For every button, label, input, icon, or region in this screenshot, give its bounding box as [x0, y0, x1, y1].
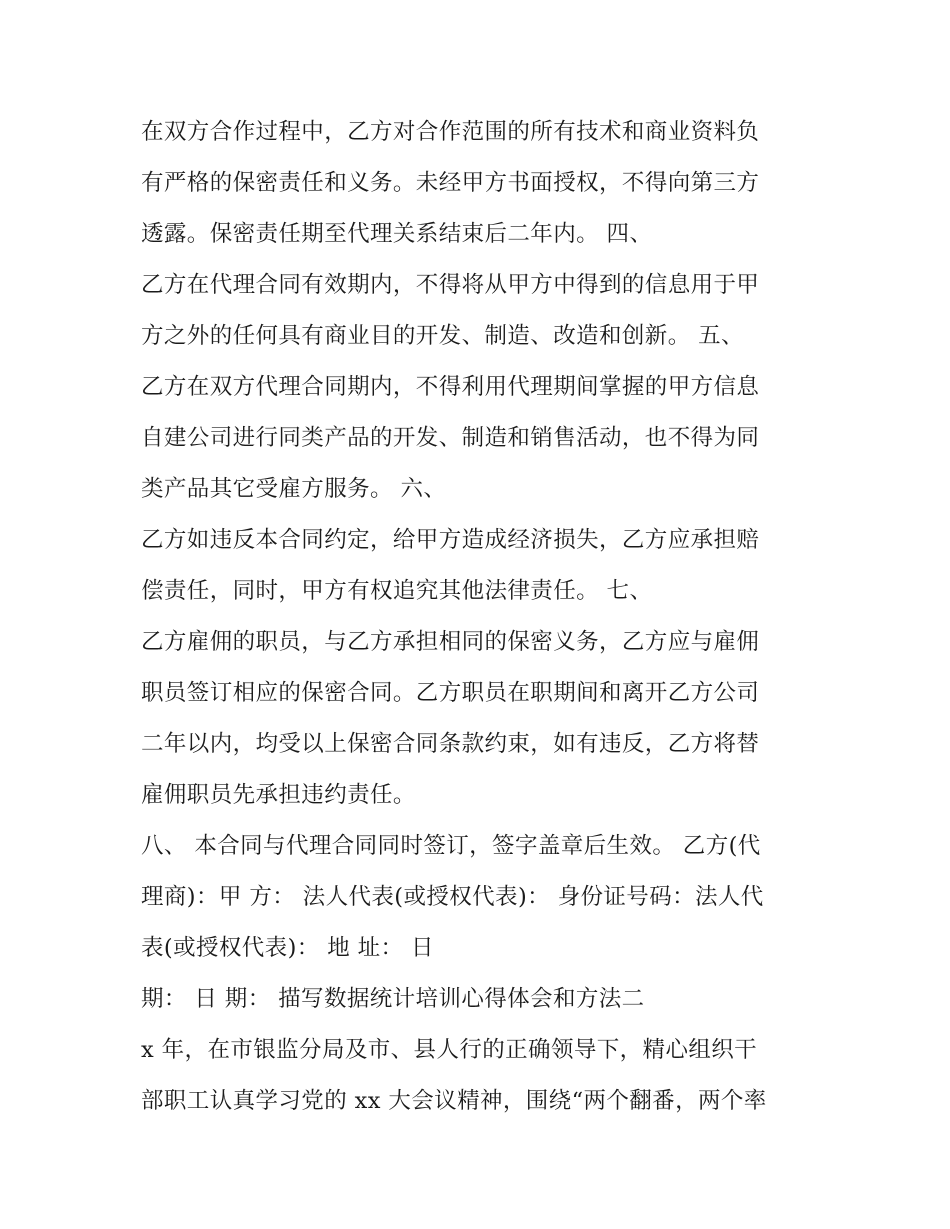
text-line: 部职工认真学习党的 xx 大会议精神，围绕“两个翻番，两个率 [141, 1088, 767, 1114]
text-line: 表(或授权代表)： 地 址： 日 [141, 935, 434, 961]
text-line: 偿责任，同时，甲方有权追究其他法律责任。 七、 [141, 578, 653, 604]
text-line: 八、 本合同与代理合同同时签订，签字盖章后生效。 乙方(代 [141, 833, 761, 859]
text-line: 自建公司进行同类产品的开发、制造和销售活动，也不得为同 [141, 425, 760, 451]
text-line: x 年，在市银监分局及市、县人行的正确领导下，精心组织干 [141, 1037, 758, 1063]
text-line: 方之外的任何具有商业目的开发、制造、改造和创新。 五、 [141, 323, 744, 349]
text-line: 期： 日 期： 描写数据统计培训心得体会和方法二 [141, 986, 645, 1012]
text-line: 乙方在代理合同有效期内，不得将从甲方中得到的信息用于甲 [141, 272, 760, 298]
text-line: 二年以内，均受以上保密合同条款约束，如有违反，乙方将替 [141, 731, 760, 757]
text-line: 乙方在双方代理合同期内，不得利用代理期间掌握的甲方信息 [141, 374, 760, 400]
text-line: 雇佣职员先承担违约责任。 [141, 782, 416, 808]
text-line: 类产品其它受雇方服务。 六、 [141, 476, 447, 502]
document-body [141, 107, 821, 1127]
text-line: 在双方合作过程中，乙方对合作范围的所有技术和商业资料负 [141, 119, 760, 145]
text-line: 职员签订相应的保密合同。乙方职员在职期间和离开乙方公司 [141, 680, 760, 706]
text-line: 有严格的保密责任和义务。未经甲方书面授权，不得向第三方 [141, 170, 760, 196]
text-line: 乙方如违反本合同约定，给甲方造成经济损失，乙方应承担赔 [141, 527, 760, 553]
text-line: 透露。保密责任期至代理关系结束后二年内。 四、 [141, 221, 653, 247]
text-line: 理商)：甲 方： 法人代表(或授权代表)： 身份证号码：法人代 [141, 884, 764, 910]
text-line: 乙方雇佣的职员，与乙方承担相同的保密义务，乙方应与雇佣 [141, 629, 760, 655]
